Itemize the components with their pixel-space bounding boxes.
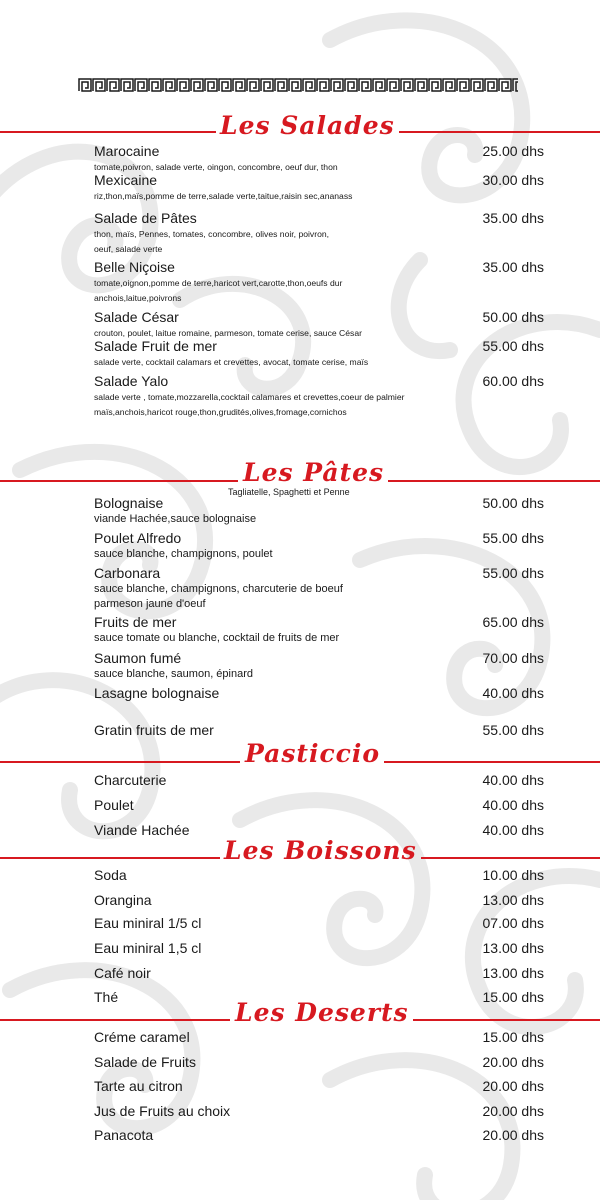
menu-item-name: Salade César — [94, 309, 179, 325]
menu-item-description — [94, 582, 474, 612]
menu-item-price: 40.00 dhs — [482, 797, 544, 813]
menu-item-description — [94, 512, 474, 527]
menu-item-name: Poulet — [94, 797, 134, 813]
description-line: sauce tomate ou blanche, cocktail de fruits de mer — [94, 632, 340, 644]
menu-item-name: Café noir — [94, 965, 151, 981]
section-divider-left — [0, 761, 240, 763]
description-line: tomate,oignon,pomme de terre,haricot vert,carotte,thon,oeufs dur — [94, 278, 343, 288]
menu-item-name: Salade Fruit de mer — [94, 338, 217, 354]
section-title: Pasticcio — [245, 739, 381, 768]
section-subtitle: Tagliatelle, Spaghetti et Penne — [228, 487, 350, 497]
menu-item-price: 35.00 dhs — [482, 259, 544, 275]
menu-item-name: Salade de Fruits — [94, 1054, 196, 1070]
menu-item-name: Tarte au citron — [94, 1078, 183, 1094]
section-divider-right — [413, 1019, 600, 1021]
menu-item-name: Salade Yalo — [94, 373, 169, 389]
section-divider-left — [0, 480, 238, 482]
description-line: sauce blanche, champignons, charcuterie de boeuf — [94, 583, 343, 595]
menu-item-price: 13.00 dhs — [482, 892, 544, 908]
section-title: Les Pâtes — [243, 458, 385, 487]
description-line: oeuf, salade verte — [94, 244, 163, 254]
section-divider-right — [388, 480, 600, 482]
description-line: sauce blanche, champignons, poulet — [94, 548, 273, 560]
menu-item-description — [94, 667, 474, 682]
menu-item-name: Créme caramel — [94, 1029, 190, 1045]
menu-item-name: Thé — [94, 989, 119, 1005]
menu-item-name: Salade de Pâtes — [94, 210, 197, 226]
section-divider-left — [0, 857, 220, 859]
menu-item-name: Mexicaine — [94, 172, 158, 188]
menu-item-name: Panacota — [94, 1127, 154, 1143]
menu-item-name: Eau miniral 1,5 cl — [94, 940, 202, 956]
menu-item-name: Belle Niçoise — [94, 259, 175, 275]
section-title: Les Deserts — [235, 998, 409, 1027]
menu-item-price: 13.00 dhs — [482, 965, 544, 981]
description-line: crouton, poulet, laitue romaine, parmeson, tomate cerise, sauce César — [94, 328, 362, 338]
menu-item-name: Poulet Alfredo — [94, 530, 182, 546]
menu-item-name: Lasagne bolognaise — [94, 685, 220, 701]
menu-item-price: 15.00 dhs — [482, 1029, 544, 1045]
description-line: salade verte, cocktail calamars et crevettes, avocat, tomate cerise, maïs — [94, 357, 369, 367]
menu-item-name: Viande Hachée — [94, 822, 190, 838]
description-line: thon, maïs, Pennes, tomates, concombre, olives noir, poivron, — [94, 229, 330, 239]
section-divider-left — [0, 131, 216, 133]
menu-item-name: Eau miniral 1/5 cl — [94, 915, 202, 931]
menu-item-name: Soda — [94, 867, 127, 883]
menu-item-price: 20.00 dhs — [482, 1103, 544, 1119]
menu-item-price: 13.00 dhs — [482, 940, 544, 956]
menu-item-price: 20.00 dhs — [482, 1054, 544, 1070]
description-line: anchois,laitue,poivrons — [94, 293, 182, 303]
menu-item-price: 55.00 dhs — [482, 530, 544, 546]
menu-item-price: 50.00 dhs — [482, 495, 544, 511]
description-line: viande Hachée,sauce bolognaise — [94, 513, 257, 525]
menu-item-price: 30.00 dhs — [482, 172, 544, 188]
description-line: riz,thon,maïs,pomme de terre,salade verte,taitue,raisin sec,ananass — [94, 191, 353, 201]
section-divider-right — [384, 761, 600, 763]
menu-item-price: 25.00 dhs — [482, 143, 544, 159]
menu-item-name: Fruits de mer — [94, 614, 177, 630]
menu-item-name: Charcuterie — [94, 772, 167, 788]
greek-key-border — [78, 78, 518, 92]
menu-item-description — [94, 390, 474, 420]
menu-item-name: Saumon fumé — [94, 650, 182, 666]
menu-item-name: Bolognaise — [94, 495, 164, 511]
description-line: parmeson jaune d'oeuf — [94, 598, 206, 610]
menu-item-price: 50.00 dhs — [482, 309, 544, 325]
section-divider-left — [0, 1019, 230, 1021]
menu-item-name: Orangina — [94, 892, 152, 908]
menu-item-description — [94, 547, 474, 562]
menu-item-description — [94, 631, 474, 646]
menu-item-price: 35.00 dhs — [482, 210, 544, 226]
section-title: Les Boissons — [224, 836, 417, 865]
description-line: salade verte , tomate,mozzarella,cocktail calamares et crevettes,coeur de palmier — [94, 392, 405, 402]
menu-item-name: Gratin fruits de mer — [94, 722, 214, 738]
menu-item-price: 20.00 dhs — [482, 1078, 544, 1094]
description-line: maïs,anchois,haricot rouge,thon,grudités,olives,fromage,cornichos — [94, 407, 347, 417]
section-divider-right — [399, 131, 600, 133]
menu-item-description — [94, 276, 474, 306]
menu-item-description — [94, 189, 474, 204]
menu-item-price: 40.00 dhs — [482, 772, 544, 788]
menu-item-price: 70.00 dhs — [482, 650, 544, 666]
menu-item-price: 07.00 dhs — [482, 915, 544, 931]
menu-item-price: 55.00 dhs — [482, 565, 544, 581]
section-title: Les Salades — [220, 111, 395, 140]
menu-item-description — [94, 355, 474, 370]
menu-item-price: 10.00 dhs — [482, 867, 544, 883]
menu-item-price: 65.00 dhs — [482, 614, 544, 630]
section-divider-right — [421, 857, 600, 859]
description-line: sauce blanche, saumon, épinard — [94, 668, 253, 680]
menu-item-name: Jus de Fruits au choix — [94, 1103, 231, 1119]
menu-item-name: Carbonara — [94, 565, 161, 581]
menu-item-price: 20.00 dhs — [482, 1127, 544, 1143]
menu-item-price: 15.00 dhs — [482, 989, 544, 1005]
menu-item-price: 40.00 dhs — [482, 822, 544, 838]
menu-item-price: 55.00 dhs — [482, 338, 544, 354]
menu-item-price: 55.00 dhs — [482, 722, 544, 738]
menu-item-price: 40.00 dhs — [482, 685, 544, 701]
menu-item-price: 60.00 dhs — [482, 373, 544, 389]
description-line: tomate,poivron, salade verte, oingon, concombre, oeuf dur, thon — [94, 162, 338, 172]
menu-item-description — [94, 227, 474, 257]
menu-item-name: Marocaine — [94, 143, 160, 159]
